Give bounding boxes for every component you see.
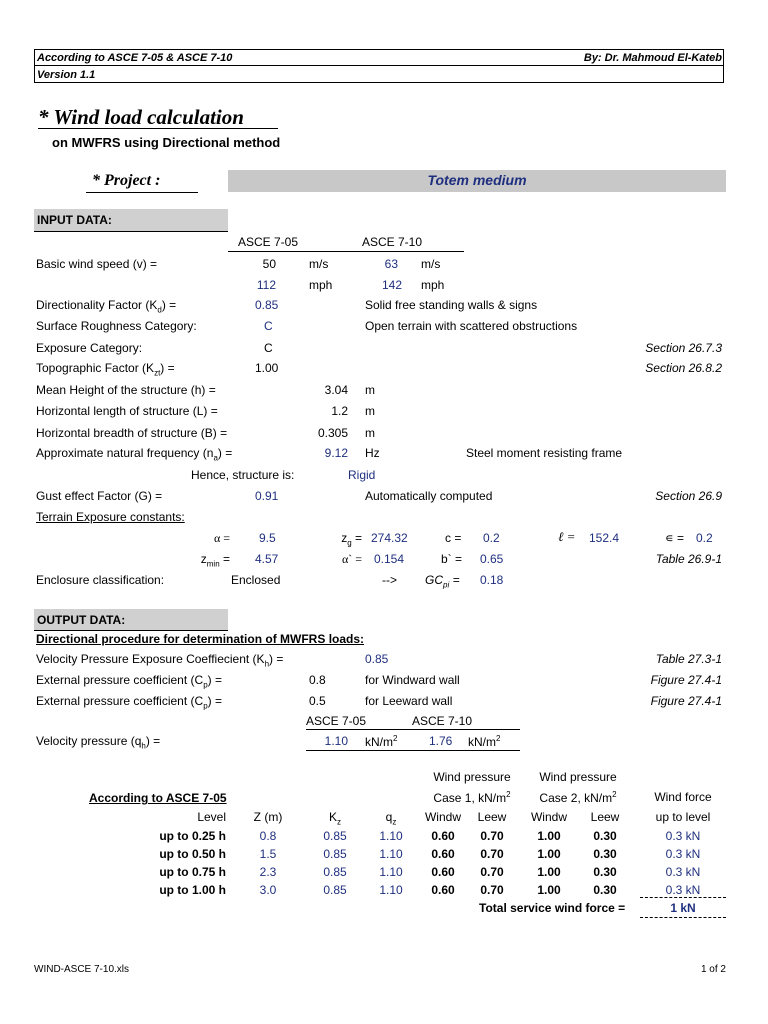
page-title: * Wind load calculation	[38, 105, 244, 129]
cell-kz: 0.85	[323, 829, 347, 843]
cell-w2: 1.00	[537, 865, 561, 879]
length-value: 1.2	[331, 404, 348, 418]
epsilon-symbol: ∊ =	[665, 531, 684, 545]
wind-speed-unit-mph: mph	[309, 278, 333, 292]
terrain-label: Terrain Exposure constants:	[36, 510, 185, 524]
project-name-box	[228, 170, 726, 192]
height-unit: m	[365, 383, 375, 397]
qh-705-unit: $kN/m^2$	[365, 734, 398, 749]
topographic-ref: Section 26.8.2	[645, 361, 722, 375]
height-label: Mean Height of the structure (h) =	[36, 383, 216, 397]
kh-value: 0.85	[365, 652, 389, 666]
cell-qz: 1.10	[379, 829, 403, 843]
exposure-ref: Section 26.7.3	[645, 341, 722, 355]
cp-windward-note: for Windward wall	[365, 673, 460, 687]
structure-value: Rigid	[348, 468, 376, 482]
header-standard: According to ASCE 7-05 & ASCE 7-10	[37, 52, 233, 64]
cell-l2: 0.30	[593, 865, 617, 879]
cell-z: 2.3	[259, 865, 277, 879]
cp-windward-value: 0.8	[309, 673, 326, 687]
title-underline	[38, 128, 278, 129]
cell-w2: 1.00	[537, 847, 561, 861]
exposure-value: C	[264, 341, 273, 355]
topographic-label: Topographic Factor $(K_{zt})$ =	[36, 361, 175, 378]
qh-bottom-line	[306, 750, 520, 751]
cell-l1: 0.70	[480, 883, 504, 897]
cell-w1: 0.60	[431, 865, 455, 879]
frequency-value: 9.12	[324, 446, 348, 460]
length-unit: m	[365, 404, 375, 418]
l-value: 152.4	[589, 531, 620, 545]
cell-force: 0.3 kN	[665, 847, 701, 861]
cell-l1: 0.70	[480, 865, 504, 879]
wind-speed-unit-ms-2: m/s	[421, 257, 441, 271]
enclosure-label: Enclosure classification:	[36, 573, 165, 587]
total-dashed-line-bottom	[640, 917, 726, 918]
cell-l2: 0.30	[593, 883, 617, 897]
zg-symbol: $z_g$ =	[341, 531, 362, 548]
input-section-label: INPUT DATA:	[37, 213, 112, 227]
cp-leeward-label: External pressure coefficient $(C_p)$ =	[36, 694, 222, 711]
project-label: * Project :	[92, 172, 161, 189]
project-underline	[86, 192, 198, 193]
cell-level: up to 0.75 h	[159, 865, 226, 879]
kh-ref: Table 27.3-1	[655, 652, 722, 666]
enclosure-value: Enclosed	[231, 573, 281, 587]
cp-leeward-value: 0.5	[309, 694, 326, 708]
qh-header-line	[306, 729, 520, 730]
b-symbol: b` =	[441, 552, 463, 566]
roughness-label: Surface Roughness Category:	[36, 319, 197, 333]
output-section-label: OUTPUT DATA:	[37, 613, 126, 627]
total-value: 1 kN	[670, 901, 696, 915]
project-name: Totem medium	[427, 172, 527, 188]
gust-value: 0.91	[255, 489, 279, 503]
cell-l1: 0.70	[480, 829, 504, 843]
cell-qz: 1.10	[379, 847, 403, 861]
cell-level: up to 0.25 h	[159, 829, 226, 843]
enclosure-arrow: -->	[382, 573, 397, 587]
alpha-symbol: α =	[213, 531, 230, 545]
cell-z: 0.8	[259, 829, 277, 843]
kh-label: Velocity Pressure Exposure Coeffiecient $(K_h)$ =	[36, 652, 284, 669]
cell-level: up to 1.00 h	[159, 883, 226, 897]
wind-speed-705-ms: 50	[262, 257, 276, 271]
alpha2-value: 0.154	[374, 552, 405, 566]
page-subtitle: on MWFRS using Directional method	[52, 135, 281, 150]
cell-l2: 0.30	[593, 829, 617, 843]
cp-windward-ref: Figure 27.4-1	[650, 673, 722, 687]
frequency-unit: Hz	[365, 446, 380, 460]
header-version: Version 1.1	[37, 69, 96, 81]
col-windw-1: Windw	[424, 810, 461, 824]
length-label: Horizontal length of structure (L) =	[36, 404, 218, 418]
header-author: By: Dr. Mahmoud El-Kateb	[583, 52, 722, 64]
cp-windward-label: External pressure coefficient $(C_p)$ =	[36, 673, 222, 690]
cell-qz: 1.10	[379, 865, 403, 879]
zmin-value: 4.57	[255, 552, 279, 566]
b-value: 0.65	[480, 552, 504, 566]
cell-kz: 0.85	[323, 865, 347, 879]
col-kz: $K_z$	[328, 810, 341, 827]
cell-w1: 0.60	[431, 883, 455, 897]
col-asce710: ASCE 7-10	[362, 235, 423, 249]
hdr-wind-pressure-2b: Case 2, $kN/m^2$	[539, 790, 617, 805]
directionality-label: Directionality Factor $(K_d)$ =	[36, 298, 177, 315]
alpha-value: 9.5	[259, 531, 276, 545]
roughness-value: C	[264, 319, 273, 333]
epsilon-value: 0.2	[696, 531, 713, 545]
qh-710-unit: $kN/m^2$	[468, 734, 501, 749]
frequency-note: Steel moment resisting frame	[466, 446, 623, 460]
col-z: Z (m)	[253, 810, 283, 824]
header-divider	[34, 65, 724, 66]
cell-w2: 1.00	[537, 829, 561, 843]
hdr-wind-pressure-1a: Wind pressure	[433, 770, 511, 784]
wind-speed-705-mph: 112	[256, 278, 276, 292]
col-level: Level	[197, 810, 226, 824]
structure-label: Hence, structure is:	[191, 468, 295, 482]
c-value: 0.2	[483, 531, 500, 545]
footer-page: 1 of 2	[700, 964, 726, 975]
procedure-heading: Directional procedure for determination of MWFRS loads:	[36, 632, 365, 646]
qh-col-asce710: ASCE 7-10	[412, 714, 473, 728]
table-caption: According to ASCE 7-05	[89, 791, 227, 805]
col-leew-2: Leew	[590, 810, 620, 824]
qh-710-value: 1.76	[429, 734, 453, 748]
exposure-label: Exposure Category:	[36, 341, 143, 355]
height-value: 3.04	[324, 383, 348, 397]
col-qz: $q_z$	[385, 810, 397, 827]
wind-speed-unit-ms: m/s	[309, 257, 329, 271]
breadth-label: Horizontal breadth of structure (B) =	[36, 426, 228, 440]
cell-z: 1.5	[259, 847, 277, 861]
wind-speed-label: Basic wind speed (v) =	[36, 257, 158, 271]
col-asce705: ASCE 7-05	[238, 235, 299, 249]
gust-note: Automatically computed	[365, 489, 493, 503]
cell-w2: 1.00	[537, 883, 561, 897]
cell-force: 0.3 kN	[665, 883, 701, 897]
cell-l2: 0.30	[593, 847, 617, 861]
zmin-symbol: $z_{min}$ =	[200, 552, 230, 569]
col-leew-1: Leew	[477, 810, 507, 824]
footer-filename: WIND-ASCE 7-10.xls	[34, 964, 130, 975]
input-section-underline	[34, 231, 228, 232]
topographic-value: 1.00	[255, 361, 279, 375]
output-section-underline	[34, 630, 228, 631]
gust-label: Gust effect Factor (G) =	[36, 489, 163, 503]
cp-leeward-ref: Figure 27.4-1	[650, 694, 722, 708]
alpha2-symbol: α` =	[341, 552, 362, 566]
c-symbol: c =	[445, 531, 462, 545]
terrain-ref: Table 26.9-1	[655, 552, 722, 566]
cell-kz: 0.85	[323, 883, 347, 897]
hdr-wind-pressure-2a: Wind pressure	[539, 770, 617, 784]
cell-z: 3.0	[259, 883, 277, 897]
roughness-note: Open terrain with scattered obstructions	[365, 319, 578, 333]
cp-leeward-note: for Leeward wall	[365, 694, 453, 708]
col-header-line	[228, 251, 464, 252]
total-dashed-line	[640, 897, 726, 898]
cell-w1: 0.60	[431, 829, 455, 843]
qh-col-asce705: ASCE 7-05	[306, 714, 367, 728]
wind-speed-710-mph: 142	[381, 278, 402, 292]
cell-w1: 0.60	[431, 847, 455, 861]
gust-ref: Section 26.9	[655, 489, 722, 503]
breadth-unit: m	[365, 426, 375, 440]
directionality-note: Solid free standing walls & signs	[365, 298, 538, 312]
total-label: Total service wind force =	[479, 901, 626, 915]
l-symbol: ℓ =	[558, 529, 576, 544]
zg-value: 274.32	[371, 531, 408, 545]
directionality-value: 0.85	[255, 298, 279, 312]
qh-705-value: 1.10	[324, 734, 348, 748]
qh-label: Velocity pressure $(q_h)$ =	[36, 734, 161, 751]
col-windw-2: Windw	[530, 810, 567, 824]
gcpi-symbol: $GC_{pi}$ =	[425, 573, 460, 590]
wind-speed-710-ms: 63	[384, 257, 398, 271]
cell-force: 0.3 kN	[665, 865, 701, 879]
hdr-wind-force-a: Wind force	[654, 790, 712, 804]
hdr-wind-force-b: up to level	[655, 810, 711, 824]
cell-force: 0.3 kN	[665, 829, 701, 843]
gcpi-value: 0.18	[480, 573, 504, 587]
frequency-label: Approximate natural frequency $(n_a)$ =	[36, 446, 233, 463]
wind-speed-unit-mph-2: mph	[421, 278, 445, 292]
cell-l1: 0.70	[480, 847, 504, 861]
breadth-value: 0.305	[317, 426, 348, 440]
cell-level: up to 0.50 h	[159, 847, 226, 861]
cell-qz: 1.10	[379, 883, 403, 897]
hdr-wind-pressure-1b: Case 1, $kN/m^2$	[433, 790, 511, 805]
cell-kz: 0.85	[323, 847, 347, 861]
